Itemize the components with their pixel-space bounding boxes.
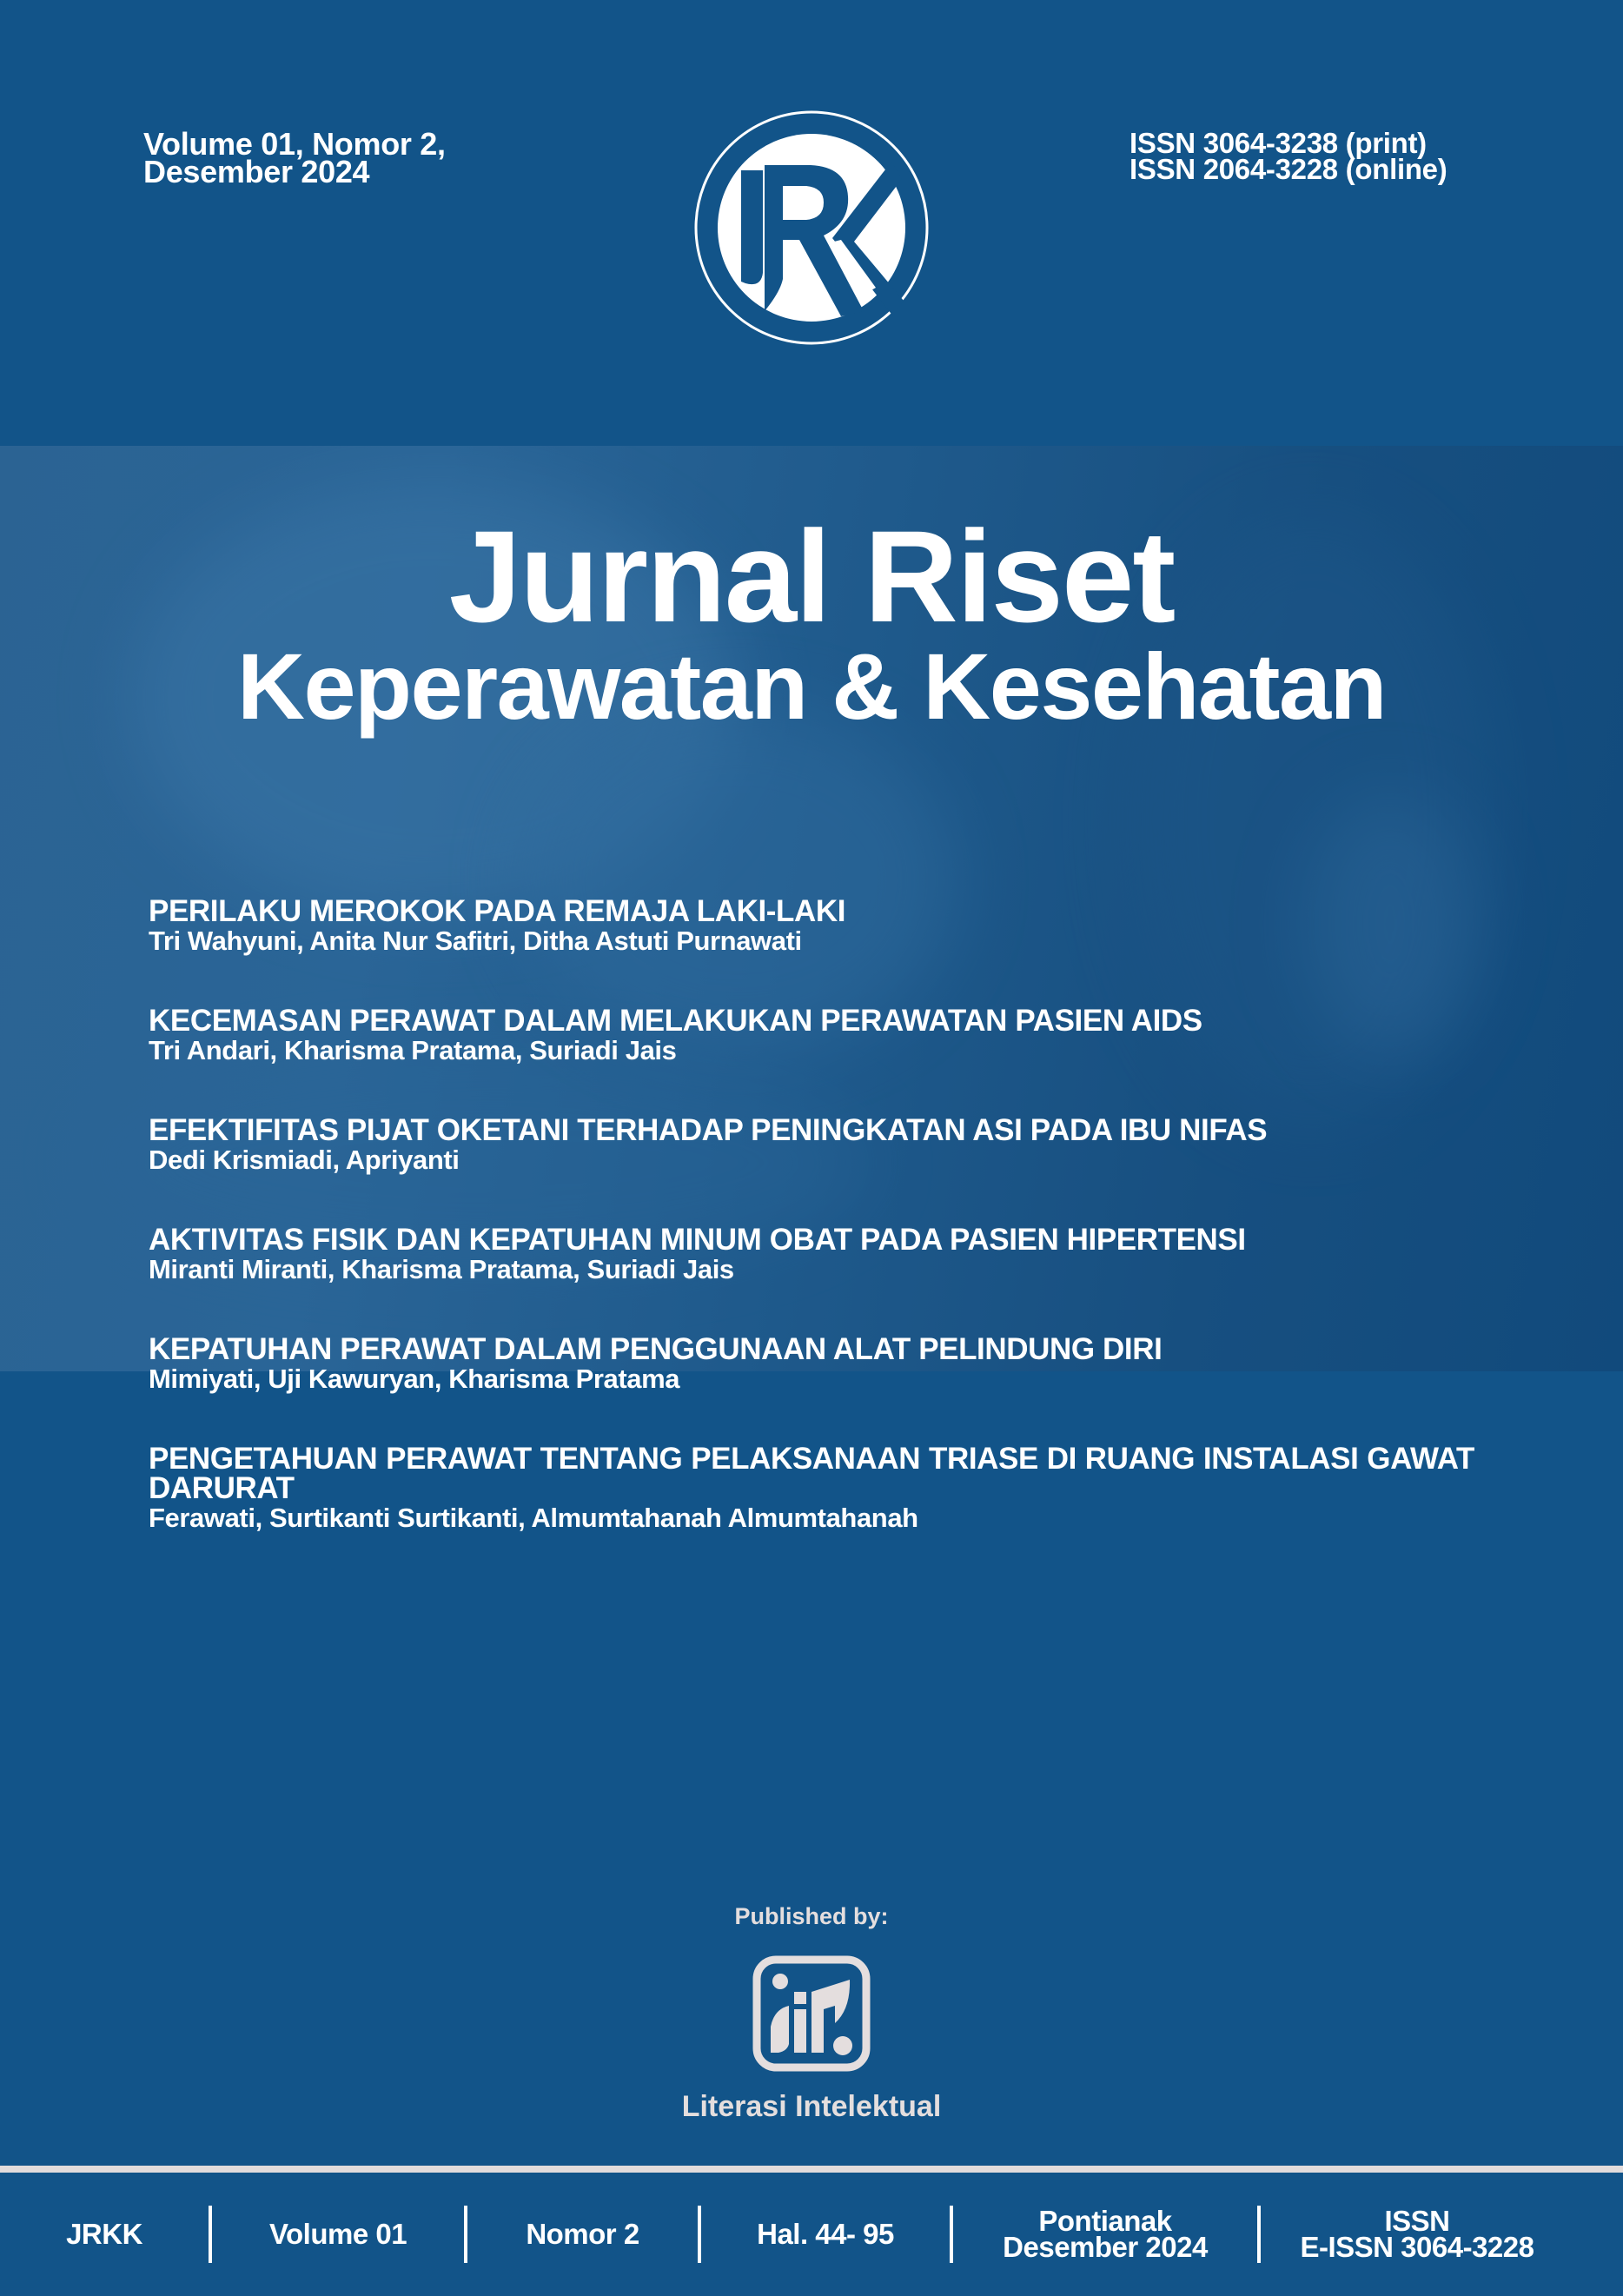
footer-issue: Nomor 2 (526, 2218, 639, 2250)
footer-volume: Volume 01 (268, 2218, 407, 2250)
article-item (149, 1113, 1474, 1175)
volume-line: Volume 01, Nomor 2, (143, 126, 446, 162)
footer-issn: ISSN E-ISSN 3064-3228 (1300, 2205, 1534, 2263)
footer-place-date: Pontianak Desember 2024 (1003, 2205, 1208, 2263)
article-authors: Mimiyati, Uji Kawuryan, Kharisma Pratama (149, 1364, 680, 1394)
issn-online: ISSN 2064-3228 (online) (1129, 153, 1447, 185)
article-authors: Tri Andari, Kharisma Pratama, Suriadi Jais (149, 1035, 677, 1065)
footer-info-bar (0, 2204, 1623, 2265)
date-line: Desember 2024 (143, 154, 370, 189)
published-by-label: Published by: (734, 1903, 889, 1929)
issn-info (1129, 127, 1447, 185)
article-title: PENGETAHUAN PERAWAT TENTANG PELAKSANAAN TRIASE DI RUANG INSTALASI GAWAT DARURAT (149, 1442, 1474, 1505)
volume-issue-info (143, 126, 446, 189)
article-title: KEPATUHAN PERAWAT DALAM PENGGUNAAN ALAT PELINDUNG DIRI (149, 1332, 1163, 1366)
article-item (149, 1332, 1474, 1394)
footer-journal-abbrev: JRKK (66, 2218, 142, 2250)
jrk-logo-icon (693, 109, 930, 346)
article-item (149, 1225, 1474, 1284)
article-title: EFEKTIFITAS PIJAT OKETANI TERHADAP PENINGKATAN ASI PADA IBU NIFAS (149, 1113, 1268, 1147)
issn-print: ISSN 3064-3238 (print) (1129, 127, 1427, 159)
article-authors: Dedi Krismiadi, Apriyanti (149, 1145, 460, 1175)
article-authors: Ferawati, Surtikanti Surtikanti, Almumtahanah Almumtahanah (149, 1503, 918, 1533)
article-authors: Miranti Miranti, Kharisma Pratama, Suriadi Jais (149, 1254, 734, 1284)
article-authors: Tri Wahyuni, Anita Nur Safitri, Ditha Astuti Purnawati (149, 926, 802, 956)
article-title: AKTIVITAS FISIK DAN KEPATUHAN MINUM OBAT PADA PASIEN HIPERTENSI (149, 1223, 1246, 1257)
journal-title-line2: Keperawatan & Kesehatan (237, 634, 1386, 739)
article-title: KECEMASAN PERAWAT DALAM MELAKUKAN PERAWATAN PASIEN AIDS (149, 1004, 1202, 1038)
journal-title-line1: Jurnal Riset (448, 503, 1175, 649)
footer-divider (0, 2166, 1623, 2173)
publisher-name: Literasi Intelektual (681, 2090, 942, 2123)
footer-pages: Hal. 44- 95 (757, 2218, 894, 2250)
article-item (149, 1444, 1474, 1533)
article-title: PERILAKU MEROKOK PADA REMAJA LAKI-LAKI (149, 894, 846, 928)
article-item (149, 894, 1474, 956)
literasi-intelektual-logo-icon (752, 1955, 871, 2072)
article-list (149, 894, 1474, 1583)
article-item (149, 1006, 1474, 1065)
